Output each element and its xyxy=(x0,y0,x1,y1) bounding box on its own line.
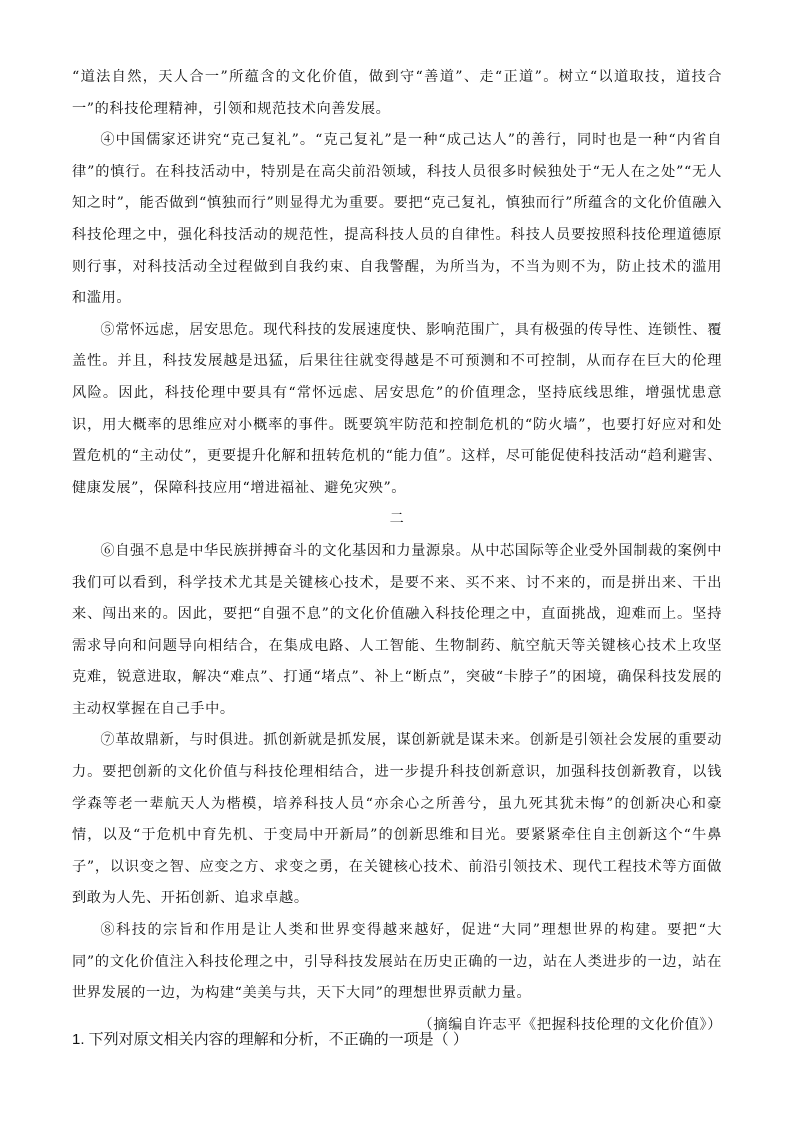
article-body xyxy=(72,62,722,1041)
paragraph-6: ⑥自强不息是中华民族拼搏奋斗的文化基因和力量源泉。从中芯国际等企业受外国制裁的案例中我们可以看到，科学技术尤其是关键核心技术，是要不来、买不来、讨不来的，而是拼出来、干出来、闯出来的。因此，要把“自强不息”的文化价值融入科技伦理之中，直面挑战，迎难而上。坚持需求导向和问题导向相结合，在集成电路、人工智能、生物制药、航空航天等关键核心技术上攻坚克难，锐意进取，解决“难点”、打通“堵点”、补上“断点”，突破“卡脖子”的困境，确保科技发展的主动权掌握在自己手中。 xyxy=(72,542,722,717)
section-heading-two: 二 xyxy=(389,511,405,528)
paragraph-8: ⑧科技的宗旨和作用是让人类和世界变得越来越好，促进“大同”理想世界的构建。要把“大同”的文化价值注入科技伦理之中，引导科技发展站在历史正确的一边，站在人类进步的一边，站在世界发展的一边，为构建“美美与共，天下大同”的理想世界贡献力量。 xyxy=(72,922,722,1002)
source-citation: （摘编自许志平《把握科技伦理的文化价值》） xyxy=(418,1016,722,1033)
paragraph-5: ⑤常怀远虑，居安思危。现代科技的发展速度快、影响范围广，具有极强的传导性、连锁性、覆盖性。并且，科技发展越是迅猛，后果往往就变得越是不可预测和不可控制，从而存在巨大的伦理风险。因此，科技伦理中要具有“常怀远虑、居安思危”的价值理念，坚持底线思维，增强忧患意识，用大概率的思维应对小概率的事件。既要筑牢防范和控制危机的“防火墙”，也要打好应对和处置危机的“主动仗”，更要提升化解和扭转危机的“能力值”。这样，尽可能促使科技活动“趋利避害、健康发展”，保障科技应用“增进福祉、避免灾殃”。 xyxy=(72,321,722,496)
question-1: 1. 下列对原文相关内容的理解和分析，不正确的一项是（ ） xyxy=(72,1031,468,1048)
paragraph-4: ④中国儒家还讲究“克己复礼”。“克己复礼”是一种“成己达人”的善行，同时也是一种“内省自律”的慎行。在科技活动中，特别是在高尖前沿领域，科技人员很多时候独处于“无人在之处”“无人知之时”，能否做到“慎独而行”则显得尤为重要。要把“克己复礼，慎独而行”所蕴含的文化价值融入科技伦理之中，强化科技活动的规范性，提高科技人员的自律性。科技人员要按照科技伦理道德原则行事，对科技活动全过程做到自我约束、自我警醒，为所当为，不当为则不为，防止技术的滥用和滥用。 xyxy=(72,132,722,307)
paragraph-3-continued: “道法自然，天人合一”所蕴含的文化价值，做到守“善道”、走“正道”。树立“以道取技，道技合一”的科技伦理精神，引领和规范技术向善发展。 xyxy=(72,69,722,117)
paragraph-7: ⑦革故鼎新，与时俱进。抓创新就是抓发展，谋创新就是谋未来。创新是引领社会发展的重要动力。要把创新的文化价值与科技伦理相结合，进一步提升科技创新意识，加强科技创新教育，以钱学森等老一辈航天人为楷模，培养科技人员“亦余心之所善兮，虽九死其犹未悔”的创新决心和豪情，以及“于危机中育先机、于变局中开新局”的创新思维和目光。要紧紧牵住自主创新这个“牛鼻子”，以识变之智、应变之方、求变之勇，在关键核心技术、前沿引领技术、现代工程技术等方面做到敢为人先、开拓创新、追求卓越。 xyxy=(72,732,722,907)
